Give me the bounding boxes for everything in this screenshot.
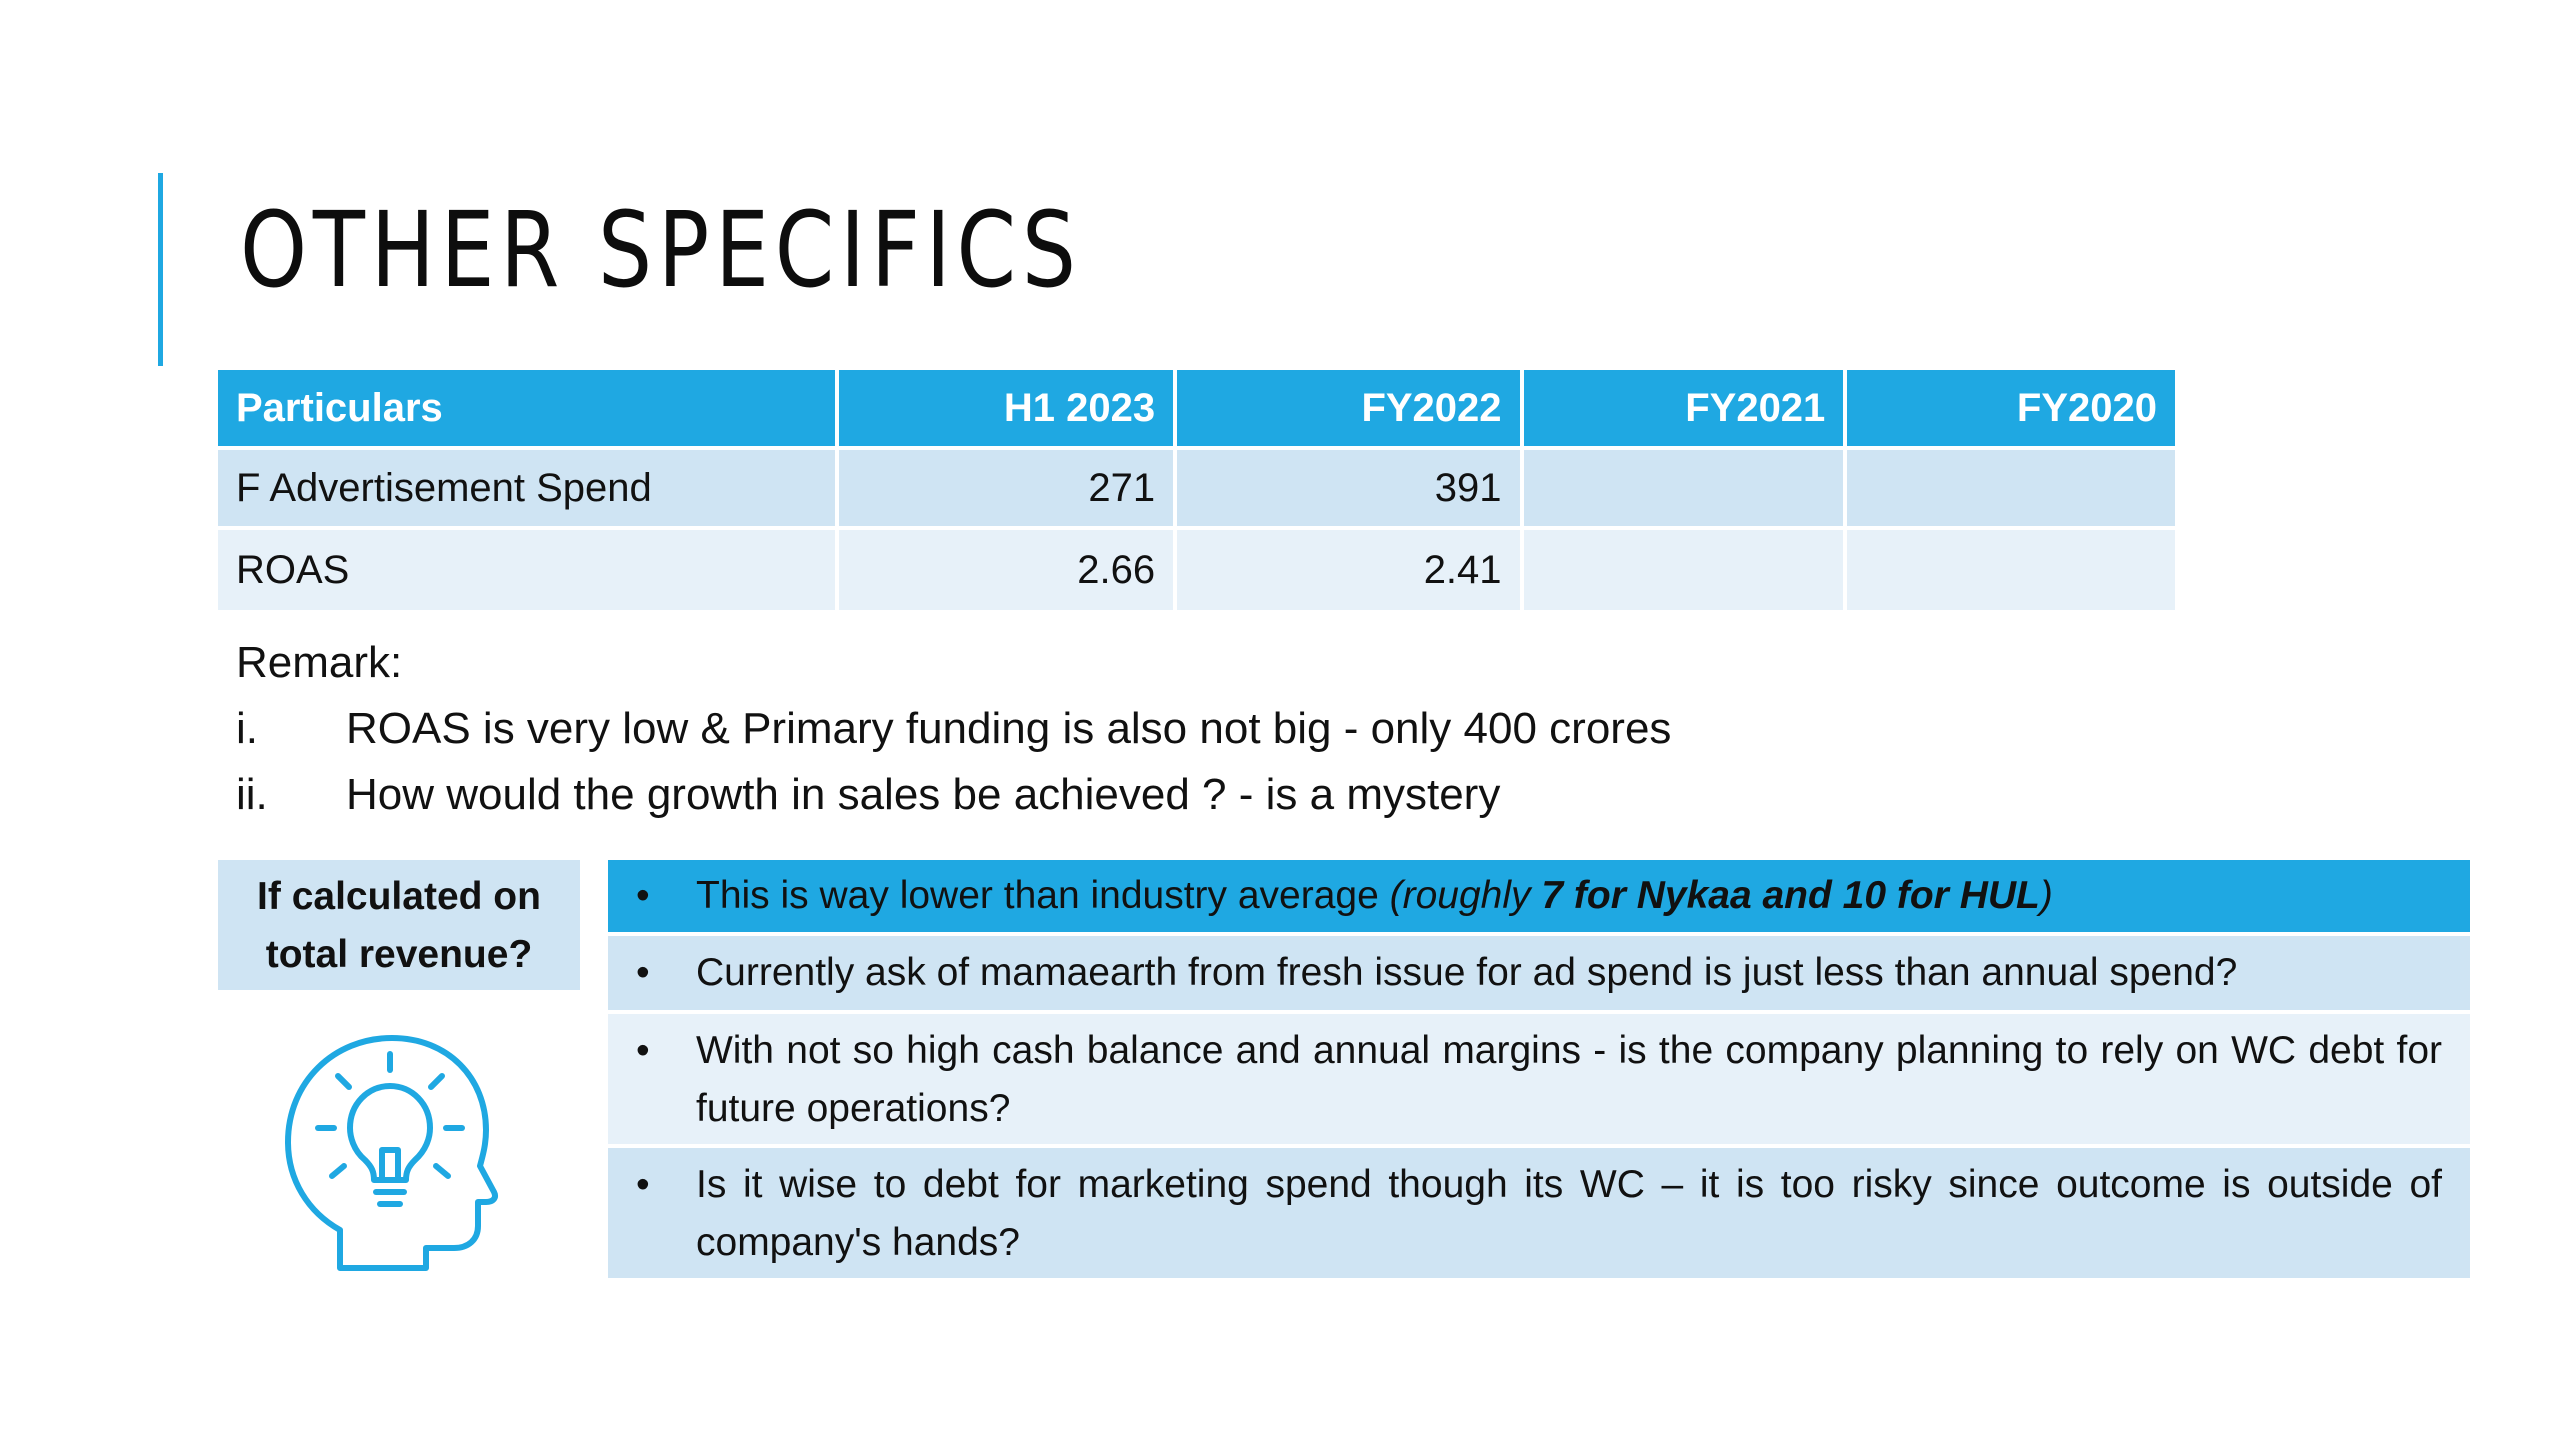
cell-value: 2.66: [839, 530, 1173, 610]
bullet-text: With not so high cash balance and annual margins - is the company planning to rely on WC debt for future operations?: [696, 1029, 2442, 1130]
bullet-text: [696, 867, 2442, 925]
cell-value: [1524, 450, 1844, 530]
cell-value: 2.41: [1177, 530, 1519, 610]
list-item: [608, 1148, 2470, 1278]
cell-value: 391: [1177, 450, 1519, 530]
table-row: [218, 530, 2175, 610]
header-fy2022: FY2022: [1177, 370, 1519, 450]
callout-line: If calculated on: [257, 875, 541, 918]
cell-label: F Advertisement Spend: [218, 450, 835, 530]
cell-value: 271: [839, 450, 1173, 530]
remark-title: Remark:: [236, 638, 403, 687]
bullet-icon: •: [636, 951, 650, 994]
head-lightbulb-icon: [280, 1030, 500, 1280]
remark-text: How would the growth in sales be achieved ? - is a mystery: [346, 770, 1501, 819]
header-particulars: Particulars: [218, 370, 835, 450]
specifics-table: [214, 370, 2179, 610]
list-item: [608, 860, 2470, 932]
slide-title: OTHER SPECIFICS: [240, 189, 1082, 311]
bullet-icon: •: [636, 874, 650, 917]
list-item: [608, 936, 2470, 1010]
header-fy2021: FY2021: [1524, 370, 1844, 450]
bullet-list: [608, 860, 2470, 1282]
bullet-text-italic: ): [2039, 874, 2053, 917]
remark-item: [236, 762, 1671, 828]
title-accent-bar: [158, 173, 163, 366]
table-row: [218, 450, 2175, 530]
bullet-text-plain: This is way lower than industry average: [696, 874, 1390, 917]
bullet-text-emphasis: 7 for Nykaa and 10 for HUL: [1541, 874, 2040, 917]
remark-marker: ii.: [236, 770, 268, 819]
remark-section: [236, 630, 1671, 828]
header-fy2020: FY2020: [1847, 370, 2175, 450]
cell-value: [1524, 530, 1844, 610]
cell-value: [1847, 450, 2175, 530]
bullet-icon: •: [636, 1163, 650, 1206]
list-item: [608, 1014, 2470, 1144]
remark-item: [236, 696, 1671, 762]
cell-value: [1847, 530, 2175, 610]
remark-text: ROAS is very low & Primary funding is also not big - only 400 crores: [346, 704, 1672, 753]
header-h1-2023: H1 2023: [839, 370, 1173, 450]
bullet-text-italic: (roughly: [1389, 874, 1542, 917]
bullet-text: Currently ask of mamaearth from fresh issue for ad spend is just less than annual spend?: [696, 951, 2238, 994]
bullet-icon: •: [636, 1029, 650, 1072]
table-header-row: [218, 370, 2175, 450]
callout-box: [218, 860, 580, 990]
remark-marker: i.: [236, 704, 258, 753]
bullet-text: Is it wise to debt for marketing spend though its WC – it is too risky since outcome is outside of company's hands?: [696, 1163, 2442, 1264]
callout-line: total revenue?: [265, 933, 533, 976]
cell-label: ROAS: [218, 530, 835, 610]
